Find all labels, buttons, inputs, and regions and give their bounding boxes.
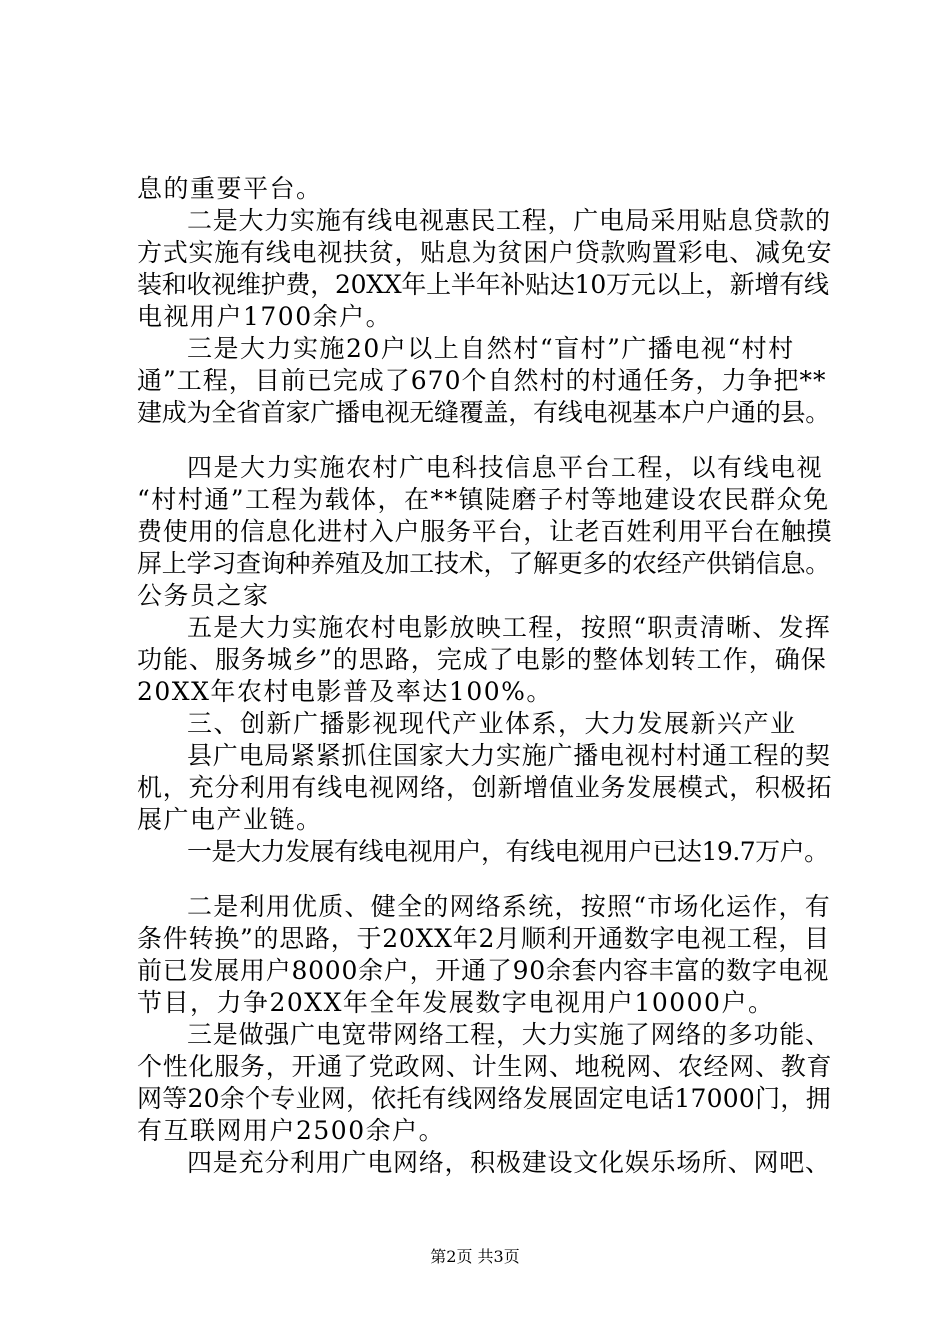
text-line: “村村通”工程为载体，在**镇陡磨子村等地建设农民群众免 bbox=[137, 485, 830, 514]
text-line: 机，充分利用有线电视网络，创新增值业务发展模式，积极拓 bbox=[137, 773, 833, 802]
text-line: 屏上学习查询种养殖及加工技术，了解更多的农经产供销信息。 bbox=[137, 549, 831, 578]
text-line: 息的重要平台。 bbox=[137, 174, 323, 203]
text-line: 建成为全省首家广播电视无缝覆盖，有线电视基本户户通的县。 bbox=[137, 398, 831, 427]
text-line: 展广电产业链。 bbox=[137, 805, 323, 834]
text-line: 一是大力发展有线电视用户，有线电视用户已达19.7万户。 bbox=[187, 837, 829, 866]
text-line: 三是大力实施20户以上自然村“盲村”广播电视“村村 bbox=[187, 334, 795, 363]
text-line: 20XX年农村电影普及率达100%。 bbox=[137, 677, 553, 706]
text-line: 五是大力实施农村电影放映工程，按照“职责清晰、发挥 bbox=[187, 613, 832, 642]
text-line: 有互联网用户2500余户。 bbox=[137, 1116, 446, 1145]
text-line: 条件转换”的思路，于20XX年2月顺利开通数字电视工程，目 bbox=[137, 924, 830, 953]
text-line: 装和收视维护费，20XX年上半年补贴达10万元以上，新增有线 bbox=[137, 270, 829, 299]
text-line: 通”工程，目前已完成了670个自然村的村通任务，力争把** bbox=[137, 366, 827, 395]
text-line: 个性化服务，开通了党政网、计生网、地税网、农经网、教育 bbox=[137, 1052, 833, 1081]
text-line: 县广电局紧紧抓住国家大力实施广播电视村村通工程的契 bbox=[187, 741, 831, 770]
text-line: 二是大力实施有线电视惠民工程，广电局采用贴息贷款的 bbox=[187, 206, 831, 235]
text-line: 前已发展用户8000余户，开通了90余套内容丰富的数字电视 bbox=[137, 956, 830, 985]
text-line: 网等20余个专业网，依托有线网络发展固定电话17000门，拥 bbox=[137, 1084, 831, 1113]
text-line: 费使用的信息化进村入户服务平台，让老百姓利用平台在触摸 bbox=[137, 517, 833, 546]
text-line: 功能、服务城乡”的思路，完成了电影的整体划转工作，确保 bbox=[137, 645, 827, 674]
text-line: 公务员之家 bbox=[137, 581, 270, 610]
text-line: 电视用户1700余户。 bbox=[137, 302, 393, 331]
text-line: 二是利用优质、健全的网络系统，按照“市场化运作，有 bbox=[187, 892, 832, 921]
text-line: 四是充分利用广电网络，积极建设文化娱乐场所、网吧、 bbox=[187, 1148, 831, 1177]
text-line: 四是大力实施农村广电科技信息平台工程，以有线电视 bbox=[187, 453, 824, 482]
text-line: 节目，力争20XX年全年发展数字电视用户10000户。 bbox=[137, 988, 775, 1017]
text-line: 三是做强广电宽带网络工程，大力实施了网络的多功能、 bbox=[187, 1020, 831, 1049]
text-line: 方式实施有线电视扶贫，贴息为贫困户贷款购置彩电、减免安 bbox=[137, 238, 833, 267]
page-number-footer: 第2页 共3页 bbox=[430, 1247, 520, 1266]
section-heading: 三、创新广播影视现代产业体系，大力发展新兴产业 bbox=[187, 709, 797, 738]
